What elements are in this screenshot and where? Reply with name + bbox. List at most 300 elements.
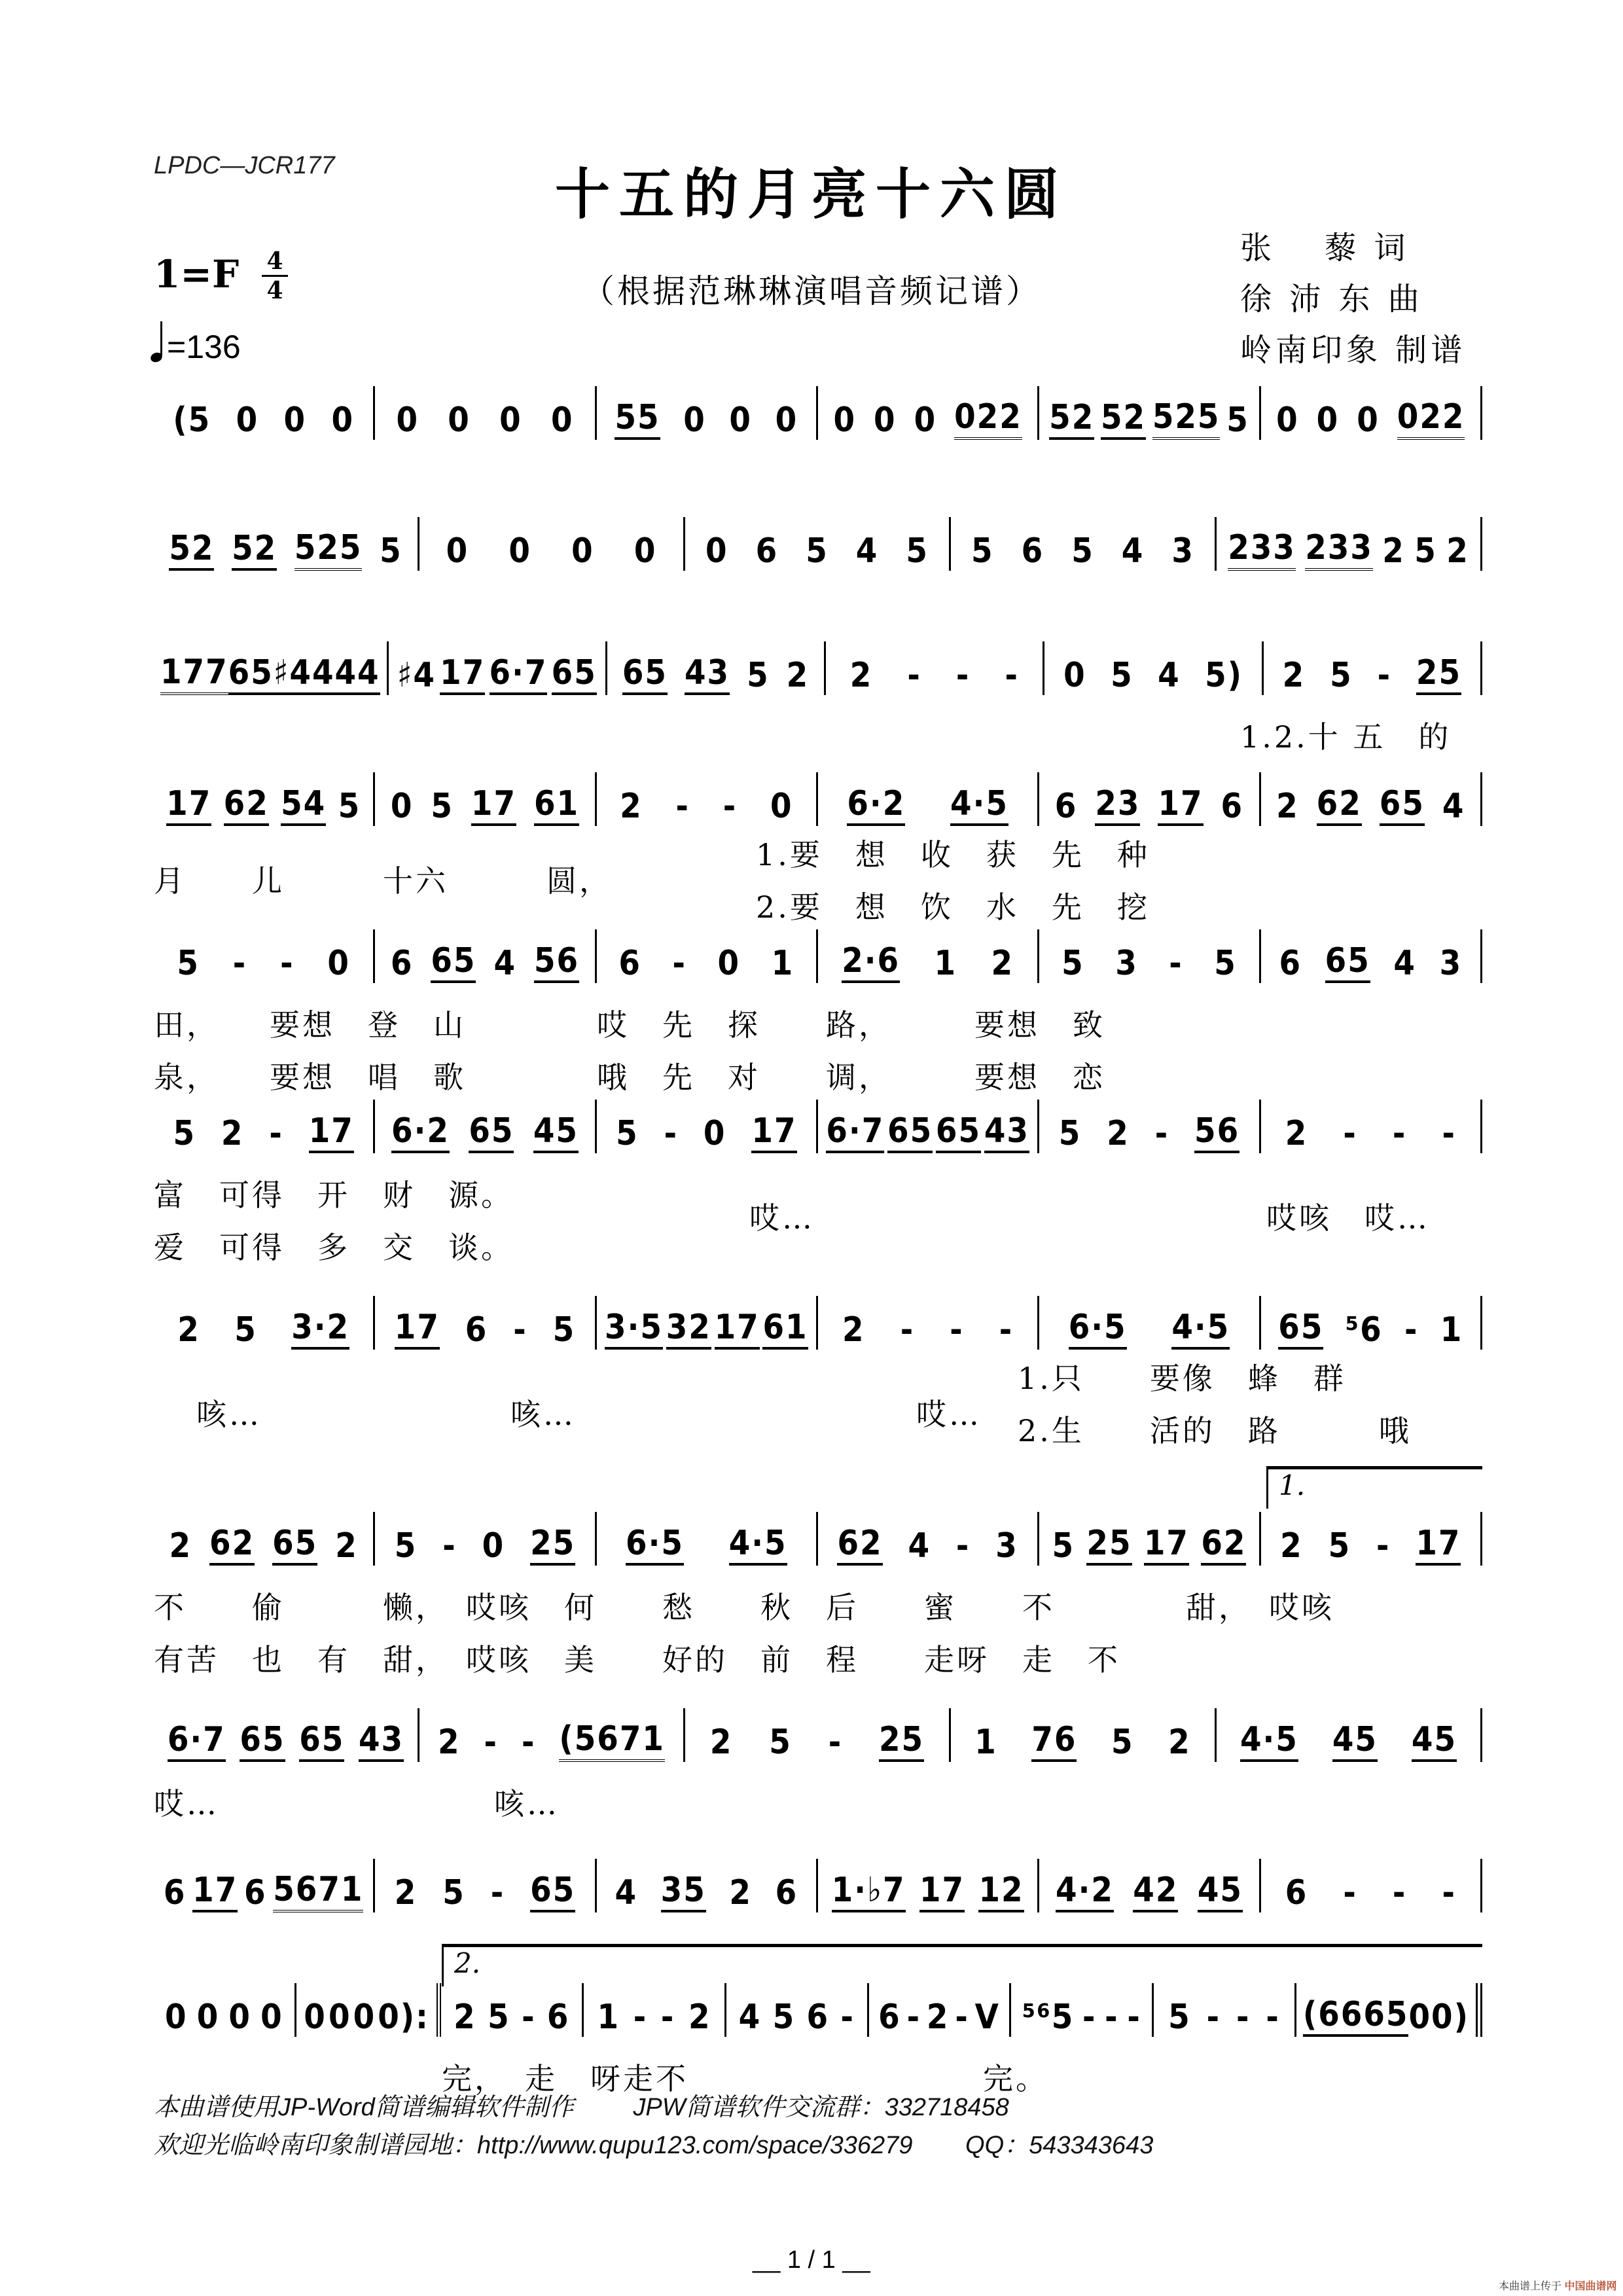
- measure: [1217, 517, 1482, 571]
- time-signature: [262, 249, 288, 303]
- note: ⁵6: [1345, 1310, 1383, 1350]
- note: 65: [299, 1720, 344, 1762]
- measure: [441, 1983, 584, 2037]
- staff-line: [154, 759, 1482, 925]
- measure: [1261, 1859, 1482, 1912]
- note: 3: [1171, 531, 1194, 571]
- note: 4: [1158, 656, 1181, 695]
- lyric-line: 哎…: [749, 1200, 815, 1236]
- time-bottom: 4: [266, 277, 283, 304]
- composer: 徐 沛 东 曲: [1240, 281, 1423, 317]
- note: 0: [353, 1998, 376, 2037]
- note: 5: [338, 787, 361, 826]
- note: -: [950, 1310, 964, 1350]
- note: 6·2: [391, 1111, 450, 1153]
- note: 62: [224, 784, 269, 826]
- note: -: [633, 1998, 648, 2037]
- measure: [375, 1859, 596, 1912]
- footer-line-2: [154, 2125, 1153, 2161]
- note: -: [955, 1526, 971, 1566]
- staff-line: [154, 1283, 1482, 1448]
- note: 17: [309, 1111, 354, 1153]
- measure: [1039, 1859, 1260, 1912]
- note: 4·5: [729, 1524, 787, 1566]
- note: 0: [228, 1998, 251, 2037]
- note: 65: [1363, 1995, 1408, 2037]
- note: 0: [1063, 656, 1086, 695]
- volta-ending: 1.: [1266, 1466, 1482, 1509]
- measure: [597, 772, 818, 826]
- note: 2: [437, 1723, 461, 1762]
- measure-row: [154, 1296, 1482, 1350]
- note: 022: [1397, 397, 1465, 440]
- note: 5: [177, 944, 200, 983]
- measure: [685, 517, 951, 571]
- note: 6: [1221, 787, 1244, 826]
- note: -: [1392, 1114, 1407, 1153]
- note: 5: [769, 1723, 792, 1762]
- measure: [1264, 641, 1482, 695]
- measure-row: [154, 641, 1482, 695]
- note: -: [664, 1114, 679, 1153]
- note: -: [722, 787, 738, 826]
- note: 3: [995, 1526, 1018, 1566]
- measure: [154, 517, 419, 571]
- note: 3: [1439, 944, 1463, 983]
- note: 17: [1144, 1524, 1189, 1566]
- note: 5: [1061, 944, 1084, 983]
- note: 5: [1414, 531, 1437, 571]
- note: -: [1082, 1998, 1097, 2037]
- measure: [375, 929, 596, 983]
- note: -: [675, 787, 690, 826]
- note: 25: [1416, 653, 1461, 695]
- note: (5671: [559, 1719, 665, 1762]
- note: -: [521, 1723, 536, 1762]
- note: 62: [209, 1524, 255, 1566]
- note: 6: [878, 1998, 901, 2037]
- note: 65: [1380, 784, 1425, 826]
- note: 0: [770, 787, 793, 826]
- note: (5: [173, 401, 211, 440]
- measure: [584, 1983, 726, 2037]
- note: -: [1376, 1526, 1391, 1566]
- staff-line: [154, 504, 1482, 576]
- note: 6·7: [490, 653, 548, 695]
- measure: [154, 641, 389, 695]
- note: -: [513, 1310, 527, 1350]
- note: 4·5: [1171, 1308, 1230, 1350]
- measure: [375, 1100, 596, 1153]
- note: 0: [304, 1998, 327, 2037]
- measure: [375, 1296, 596, 1350]
- note: 0: [328, 1998, 351, 2037]
- note: 32: [666, 1308, 711, 1350]
- note: 17: [919, 1871, 965, 1912]
- note: 12: [978, 1871, 1024, 1912]
- note: 65: [1325, 941, 1370, 983]
- staff-line: [154, 373, 1482, 445]
- qq-number: QQ：543343643: [965, 2132, 1154, 2159]
- note: 52: [169, 529, 214, 571]
- staff-line: [154, 1695, 1482, 1821]
- measure: [685, 1708, 951, 1762]
- note: 42: [1133, 1871, 1178, 1912]
- measure: [818, 772, 1039, 826]
- measure: [154, 1100, 375, 1153]
- note: 65: [936, 1111, 981, 1153]
- page-number: __ 1 / 1 __: [753, 2246, 870, 2274]
- measure: [1261, 386, 1482, 440]
- song-title: 十五的月亮十六圆: [554, 162, 1068, 226]
- measure-row: [154, 1708, 1482, 1762]
- tempo-value: =136: [167, 329, 241, 365]
- watermark-text: 本曲谱上传于: [1499, 2281, 1562, 2292]
- footer-line-1: [154, 2087, 1009, 2123]
- measure: [1039, 1296, 1260, 1350]
- note: 23: [1095, 784, 1140, 826]
- note: 2: [991, 944, 1014, 983]
- note: 0: [196, 1998, 220, 2037]
- note: -: [1343, 1873, 1357, 1912]
- note: -: [1169, 944, 1183, 983]
- measure: [154, 929, 375, 983]
- note: 1·♭7: [832, 1871, 906, 1912]
- note: 17: [395, 1308, 440, 1350]
- note: 5: [442, 1873, 465, 1912]
- note: 62: [1201, 1524, 1246, 1566]
- note: 0: [571, 531, 594, 571]
- lyric-line: 有苦 也 有 甜， 哎咳 美 好的 前 程 走呀 走 不: [154, 1642, 1120, 1677]
- measure: [818, 1296, 1039, 1350]
- note: -: [1266, 1998, 1280, 2037]
- note: 0: [1276, 401, 1299, 440]
- note: 6: [1021, 531, 1044, 571]
- note: -: [1442, 1873, 1456, 1912]
- measure: [1039, 772, 1260, 826]
- note: 0: [874, 401, 897, 440]
- note: 6: [1279, 944, 1302, 983]
- note: 5: [380, 531, 402, 571]
- note: -: [1392, 1873, 1407, 1912]
- lyric-line: 不 偷 懒， 哎咳 何 愁 秋 后 蜜 不 甜， 哎咳: [154, 1590, 1334, 1625]
- note: -: [232, 944, 247, 983]
- note: 65: [469, 1111, 514, 1153]
- note: 0: [729, 401, 752, 440]
- note: 0: [550, 401, 574, 440]
- measure: [154, 1512, 375, 1566]
- note: 43: [984, 1111, 1029, 1153]
- note: 5: [1226, 401, 1249, 440]
- measure: [1261, 929, 1482, 983]
- measure: [375, 772, 596, 826]
- note: 65: [887, 1111, 933, 1153]
- lyric-line: 1.2.十 五 的: [1240, 719, 1452, 755]
- measure-row: [154, 1983, 1482, 2037]
- measure: [818, 1859, 1039, 1912]
- note: 65: [622, 653, 668, 695]
- note: 5: [906, 531, 929, 571]
- note: 2: [620, 787, 643, 826]
- note: 0: [448, 401, 471, 440]
- note: 2: [1382, 531, 1405, 571]
- note: 76: [1031, 1720, 1077, 1762]
- note: -: [269, 1114, 283, 1153]
- note: -: [955, 656, 971, 695]
- note: -: [672, 944, 687, 983]
- note: 61: [762, 1308, 808, 1350]
- note: 5: [1058, 1114, 1082, 1153]
- lyric-line: 1.只 要像 蜂 群: [1018, 1361, 1346, 1396]
- note: 2: [177, 1310, 200, 1350]
- note: -: [1404, 1310, 1419, 1350]
- note: -: [1105, 1998, 1119, 2037]
- note: 5: [1071, 531, 1094, 571]
- lyricist: 张 藜 词: [1240, 230, 1410, 266]
- note: 5: [1214, 944, 1237, 983]
- measure: [597, 1296, 818, 1350]
- note: 45: [1198, 1871, 1243, 1912]
- note: 2: [786, 656, 810, 695]
- note: 5: [1052, 1526, 1075, 1566]
- note: 0: [327, 944, 350, 983]
- measure: [1217, 1708, 1482, 1762]
- note: 2: [454, 1998, 476, 2037]
- note: 5: [1168, 1998, 1191, 2037]
- note: -: [522, 1998, 536, 2037]
- software-note: 本曲谱使用JP-Word简谱编辑软件制作: [154, 2094, 574, 2121]
- note: -: [828, 1723, 843, 1762]
- note: 52: [1101, 398, 1146, 440]
- note: 5: [616, 1114, 639, 1153]
- note: 525: [294, 528, 363, 571]
- note: 0: [1357, 401, 1380, 440]
- note: -: [840, 1998, 855, 2037]
- note: 17: [1416, 1524, 1461, 1566]
- lyric-line: 咳…: [510, 1397, 576, 1432]
- measure-row: [154, 1859, 1482, 1912]
- note: 1: [597, 1998, 620, 2037]
- note: 61: [534, 784, 579, 826]
- note: 5: [234, 1310, 257, 1350]
- note: 5: [1328, 1526, 1351, 1566]
- note: 6: [775, 1873, 798, 1912]
- note: 6·2: [847, 784, 905, 826]
- note: 56: [534, 941, 579, 983]
- note: -: [1127, 1998, 1141, 2037]
- tempo-marking: [151, 324, 241, 366]
- note: 1: [1440, 1310, 1463, 1350]
- lyric-line: 哎…: [916, 1397, 982, 1432]
- note: 5: [772, 1998, 796, 2037]
- note: 6: [618, 944, 641, 983]
- measure: [296, 1983, 442, 2037]
- note: 2: [1168, 1723, 1191, 1762]
- note: ⁵⁶5: [1022, 1998, 1075, 2037]
- note: ♯44: [274, 653, 335, 695]
- note: 65: [272, 1524, 317, 1566]
- measure: [597, 386, 818, 440]
- note: 4: [1121, 531, 1145, 571]
- note: 5: [552, 1310, 576, 1350]
- note: 0: [331, 401, 355, 440]
- note: -: [1154, 1114, 1169, 1153]
- staff-line: [154, 1469, 1482, 1677]
- lyric-line: 田， 要想 登 山 哎 先 探 路， 要想 致: [154, 1007, 1105, 1043]
- note: 3·2: [291, 1308, 349, 1350]
- note: 65: [530, 1871, 575, 1912]
- note: 43: [685, 653, 730, 695]
- note: 17: [192, 1871, 238, 1912]
- measure: [419, 1708, 685, 1762]
- note: 4: [738, 1998, 762, 2037]
- note: 44: [335, 653, 380, 695]
- watermark: [1499, 2278, 1616, 2293]
- note: 2: [335, 1526, 358, 1566]
- song-subtitle: （根据范琳琳演唱音频记谱）: [582, 272, 1041, 310]
- measure-row: [154, 1512, 1482, 1566]
- note: 2: [1446, 531, 1469, 571]
- note: 0: [833, 401, 857, 440]
- note: 5: [1111, 1723, 1134, 1762]
- note: -: [1343, 1114, 1357, 1153]
- credits: [1240, 223, 1466, 376]
- measure: [375, 386, 596, 440]
- measure: [607, 641, 826, 695]
- note: 65: [1278, 1308, 1323, 1350]
- note: 5): [1205, 656, 1243, 695]
- note: 3·5: [605, 1308, 663, 1350]
- note: 6: [806, 1998, 830, 2037]
- note: 0: [703, 1114, 726, 1153]
- website-link[interactable]: 欢迎光临岭南印象制谱园地：http://www.qupu123.com/space/336279: [154, 2132, 913, 2159]
- note: -: [484, 1723, 498, 1762]
- lyric-line: 哎…: [154, 1786, 219, 1821]
- note: 2: [221, 1114, 244, 1153]
- note: 2: [394, 1873, 418, 1912]
- time-top: 4: [266, 247, 283, 275]
- note: 2: [926, 1998, 950, 2037]
- measure: [826, 641, 1044, 695]
- note: 65: [431, 941, 476, 983]
- note: 0: [260, 1998, 283, 2037]
- note: 25: [1086, 1524, 1132, 1566]
- note: 0: [508, 531, 531, 571]
- arranger: 岭南印象 制谱: [1240, 332, 1467, 368]
- note: 17: [166, 784, 211, 826]
- note: 4: [493, 944, 517, 983]
- note: 0: [390, 787, 414, 826]
- measure: [154, 1296, 375, 1350]
- measure-row: [154, 929, 1482, 983]
- measure: [1261, 1100, 1482, 1153]
- note: 0):: [378, 1998, 429, 2037]
- note: 52: [232, 529, 277, 571]
- note: 022: [954, 397, 1022, 440]
- staff-line: [154, 628, 1482, 755]
- lyric-line: 哎咳 哎…: [1266, 1200, 1430, 1236]
- note: -: [1377, 656, 1392, 695]
- measure: [818, 386, 1039, 440]
- lyric-line: 月 儿 十六 圆，: [154, 863, 612, 899]
- note: 2: [1107, 1114, 1130, 1153]
- note: 177: [160, 653, 228, 695]
- measure: [597, 1100, 818, 1153]
- note: 5: [1330, 656, 1353, 695]
- measure: [154, 772, 375, 826]
- note: 65: [552, 653, 597, 695]
- note: 17: [1158, 784, 1203, 826]
- note: 4: [855, 531, 879, 571]
- note: 62: [1317, 784, 1362, 826]
- note: 2: [1285, 1114, 1308, 1153]
- note: 5: [431, 787, 454, 826]
- measure: [951, 1708, 1217, 1762]
- measure-row: [154, 517, 1482, 571]
- measure: [1296, 1983, 1482, 2037]
- note: 233: [1305, 528, 1373, 571]
- measure: [419, 517, 685, 571]
- note: 5: [747, 656, 770, 695]
- measure: [154, 386, 375, 440]
- note: 1: [974, 1723, 997, 1762]
- note: 6·7: [826, 1111, 884, 1153]
- note: 0: [633, 531, 657, 571]
- note: 55: [615, 398, 660, 440]
- note: 45: [1412, 1720, 1457, 1762]
- note: 6: [1285, 1873, 1308, 1912]
- note: 45: [533, 1111, 579, 1153]
- note: 56: [1194, 1111, 1240, 1153]
- note: 0: [1316, 401, 1340, 440]
- lyric-line: 2.生 活的 路 哦: [1018, 1413, 1412, 1448]
- measure: [1154, 1983, 1296, 2037]
- note: 6: [546, 1998, 570, 2037]
- measure: [1039, 1512, 1260, 1566]
- note: 2: [729, 1873, 752, 1912]
- note: 4: [1442, 787, 1465, 826]
- note: 6: [243, 1873, 267, 1912]
- measure-row: [154, 386, 1482, 440]
- measure: [818, 1512, 1039, 1566]
- measure: [154, 1708, 419, 1762]
- note: 0: [717, 944, 741, 983]
- note: 5: [488, 1998, 510, 2037]
- measure: [375, 1512, 596, 1566]
- note: -: [1442, 1114, 1456, 1153]
- note: -: [900, 1310, 915, 1350]
- volta-ending: 2.: [442, 1944, 1482, 1986]
- note: 2: [1280, 1526, 1303, 1566]
- measure: [726, 1983, 869, 2037]
- note: 0: [236, 401, 259, 440]
- measure: [1039, 1100, 1260, 1153]
- note: 5: [394, 1526, 418, 1566]
- note: 525: [1152, 397, 1221, 440]
- note-stem-icon: [160, 321, 162, 355]
- note: 2: [849, 656, 873, 695]
- note: -: [1005, 656, 1019, 695]
- note: 4·2: [1056, 1871, 1114, 1912]
- note: 6: [465, 1310, 488, 1350]
- note: 3: [1115, 944, 1138, 983]
- note: 5: [1111, 656, 1133, 695]
- note: 17: [715, 1308, 760, 1350]
- lyric-line: 爱 可得 多 交 谈。: [154, 1230, 514, 1265]
- note: 62: [837, 1524, 882, 1566]
- lyric-line: 1.要 想 收 获 先 种: [756, 837, 1150, 872]
- staff-line: [154, 1086, 1482, 1265]
